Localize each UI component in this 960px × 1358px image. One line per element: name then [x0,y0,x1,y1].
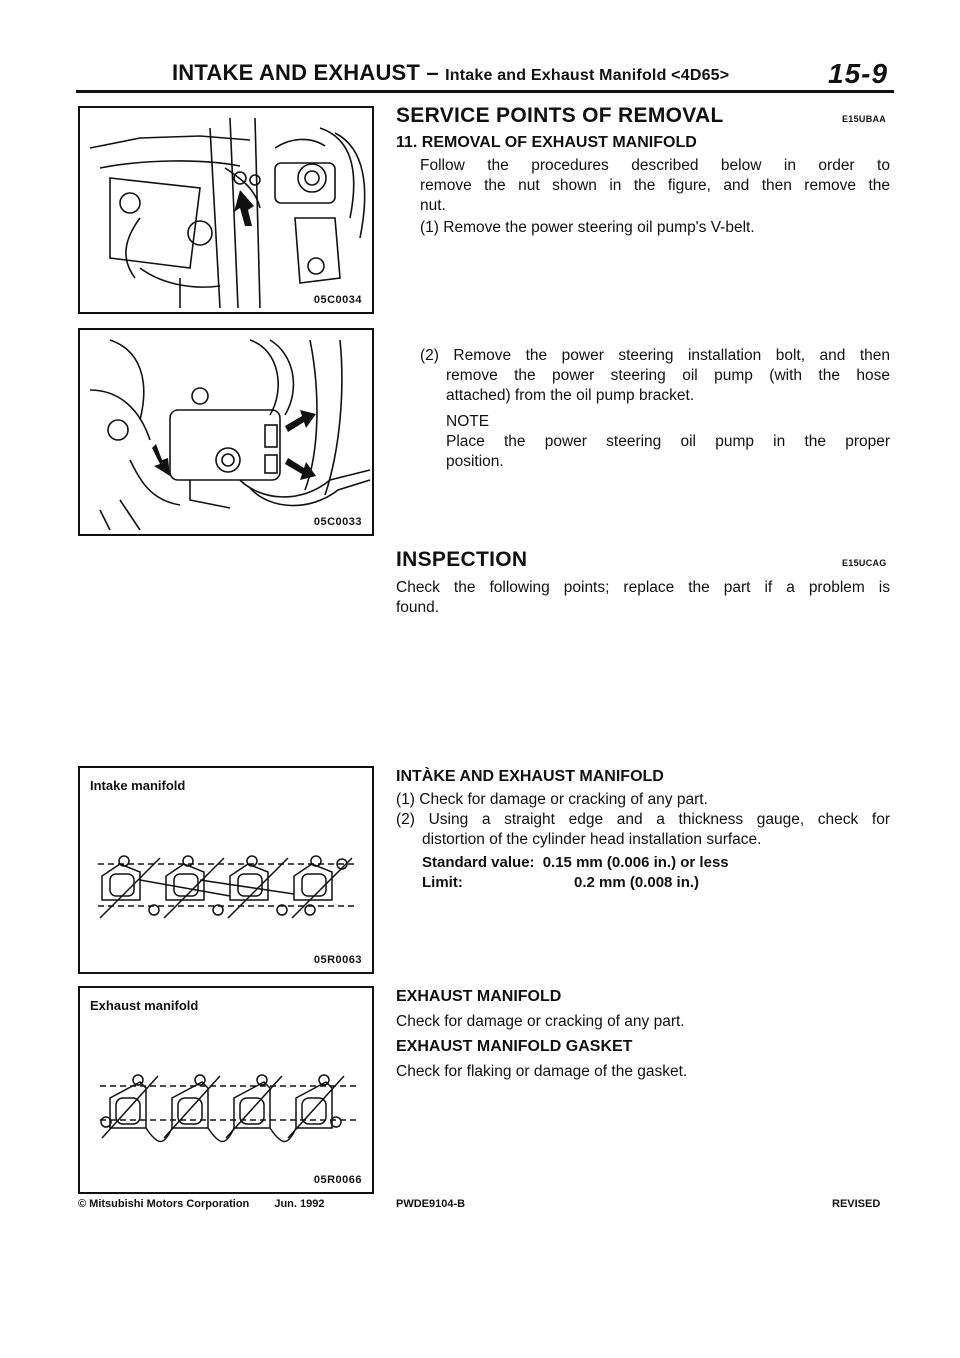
step-2-line: (2) Remove the power steering installation bolt, and then [420,347,890,364]
standard-value-row [422,854,729,871]
note-line: position. [446,453,504,470]
figure-code: 05R0063 [313,954,362,966]
inspection-item-2-line: distortion of the cylinder head installation surface. [422,831,762,848]
copyright-text: © Mitsubishi Motors Corporation [78,1198,250,1210]
note-label: NOTE [446,413,490,430]
note-line: Place the power steering oil pump in the proper [446,433,890,450]
gasket-check-text: Check for flaking or damage of the gasket. [396,1063,688,1080]
step-2-line: remove the power steering oil pump (with the hose [446,367,890,384]
section-title-service-points: SERVICE POINTS OF REMOVAL [396,104,724,127]
figure-label: Exhaust manifold [90,998,199,1013]
figure-label: Intake manifold [90,778,186,793]
figure-power-steering-bolt [78,328,374,536]
figure-code: 05R0066 [313,1174,362,1186]
limit-label: Limit: [422,874,463,891]
exhaust-manifold-gasket-diagram [80,988,372,1192]
footer-status: REVISED [832,1198,881,1210]
inspection-intro [396,578,890,618]
intake-manifold-gasket-diagram [80,768,372,972]
figure-intake-manifold [78,766,374,974]
note-block [446,412,890,472]
intro-line: remove the nut shown in the figure, and then remove the [420,177,890,194]
footer-copyright [78,1198,324,1210]
title-sub: Intake and Exhaust Manifold <4D65> [445,67,730,84]
inspection-intro-line: Check the following points; replace the part if a problem is [396,579,890,596]
intro-line: Follow the procedures described below in order to [420,157,890,174]
section-title-inspection: INSPECTION [396,548,528,571]
section-code: E15UBAA [842,114,887,124]
standard-value-label: Standard value: [422,854,535,871]
figure-code: 05C0033 [313,516,362,528]
engine-illustration-1 [80,108,372,312]
page-number: 15-9 [828,58,889,89]
figure-power-steering-nut [78,106,374,314]
subsection-title-intake-exhaust: INTÀKE AND EXHAUST MANIFOLD [396,768,664,785]
intro-paragraph [420,156,890,216]
inspection-item-2 [396,810,890,850]
step-1: (1) Remove the power steering oil pump's V-belt. [420,219,755,236]
inspection-intro-line: found. [396,599,440,616]
footer-doc-code: PWDE9104-B [396,1198,466,1210]
limit-row [422,874,892,891]
intro-line: nut. [420,197,446,214]
step-2-line: attached) from the oil pump bracket. [446,387,695,404]
section-code: E15UCAG [842,558,887,568]
standard-value: 0.15 mm (0.006 in.) or less [542,854,729,871]
engine-illustration-2 [80,330,372,534]
step-title: 11. REMOVAL OF EXHAUST MANIFOLD [396,134,697,151]
subsection-title-exhaust-manifold: EXHAUST MANIFOLD [396,988,562,1005]
header-rule [76,90,894,93]
footer-date: Jun. 1992 [274,1198,325,1210]
figure-exhaust-manifold [78,986,374,1194]
title-main: INTAKE AND EXHAUST – [172,60,446,85]
inspection-item-1: (1) Check for damage or cracking of any part. [396,791,708,808]
page-title [172,60,729,86]
subsection-title-gasket: EXHAUST MANIFOLD GASKET [396,1038,633,1055]
exhaust-check-text: Check for damage or cracking of any part. [396,1013,685,1030]
figure-code: 05C0034 [313,294,362,306]
limit-value: 0.2 mm (0.008 in.) [574,874,700,891]
step-2 [420,346,890,406]
inspection-item-2-line: (2) Using a straight edge and a thickness gauge, check for [396,811,890,828]
